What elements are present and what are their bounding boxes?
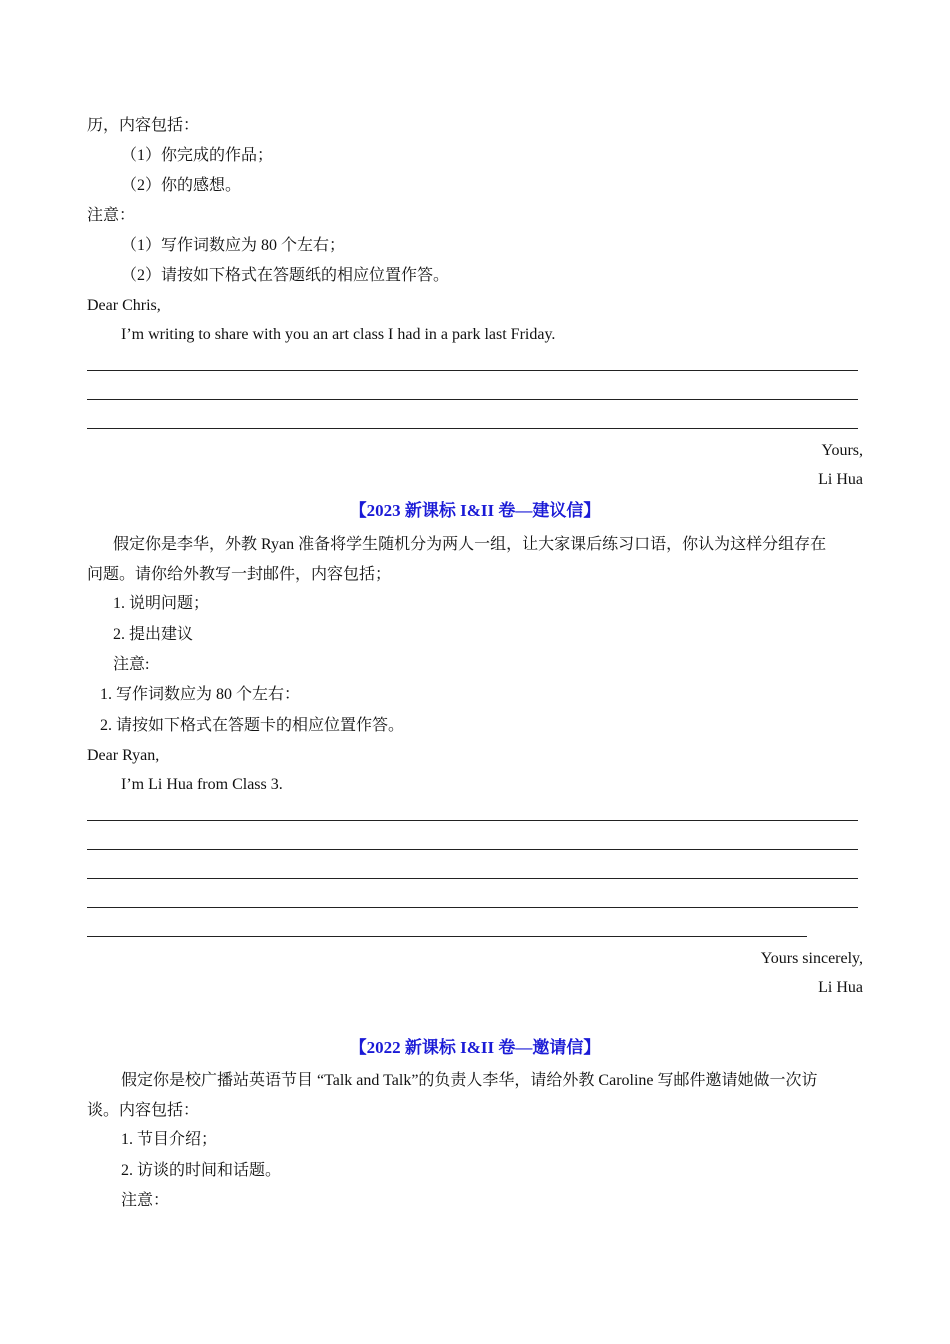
answer-line	[87, 370, 858, 371]
letter-closing: Yours,	[821, 442, 863, 459]
answer-line	[87, 428, 858, 429]
note-label: 注意：	[121, 1192, 170, 1209]
letter-closing: Yours sincerely,	[760, 950, 863, 967]
note-item: 2. 请按如下格式在答题卡的相应位置作答。	[100, 717, 405, 734]
letter-signature: Li Hua	[818, 471, 863, 488]
answer-line	[87, 399, 858, 400]
answer-line	[87, 936, 807, 937]
prompt-text: 假定你是校广播站英语节目 “Talk and Talk”的负责人李华，请给外教 Caroline 写邮件邀请她做一次访	[121, 1072, 818, 1089]
note-item: （1）写作词数应为 80 个左右；	[121, 237, 346, 254]
content-item: （1）你完成的作品；	[121, 147, 274, 164]
content-item: 2. 访谈的时间和话题。	[121, 1162, 282, 1179]
letter-salutation: Dear Ryan,	[87, 747, 160, 764]
letter-signature: Li Hua	[818, 979, 863, 996]
answer-line	[87, 820, 858, 821]
section-title: 【2022 新课标 I&II 卷—邀请信】	[349, 1038, 601, 1057]
note-item: 1. 写作词数应为 80 个左右：	[100, 686, 301, 703]
note-label: 注意:	[113, 656, 150, 673]
letter-opening: I’m Li Hua from Class 3.	[121, 776, 283, 793]
letter-salutation: Dear Chris,	[87, 297, 161, 314]
prompt-continuation: 历，内容包括：	[87, 117, 200, 134]
content-item: 1. 说明问题；	[113, 595, 210, 612]
content-item: （2）你的感想。	[121, 177, 242, 194]
prompt-text: 问题。请你给外教写一封邮件，内容包括；	[87, 566, 392, 583]
note-item: （2）请按如下格式在答题纸的相应位置作答。	[121, 267, 450, 284]
answer-line	[87, 878, 858, 879]
answer-line	[87, 907, 858, 908]
prompt-text: 谈。内容包括：	[87, 1102, 200, 1119]
note-label: 注意：	[87, 207, 136, 224]
prompt-text: 假定你是李华，外教 Ryan 准备将学生随机分为两人一组，让大家课后练习口语，你认为这样分组存在	[113, 536, 827, 553]
content-item: 1. 节目介绍；	[121, 1131, 218, 1148]
section-title: 【2023 新课标 I&II 卷—建议信】	[349, 501, 601, 520]
answer-line	[87, 849, 858, 850]
content-item: 2. 提出建议	[113, 626, 194, 643]
letter-opening: I’m writing to share with you an art class I had in a park last Friday.	[121, 326, 556, 343]
